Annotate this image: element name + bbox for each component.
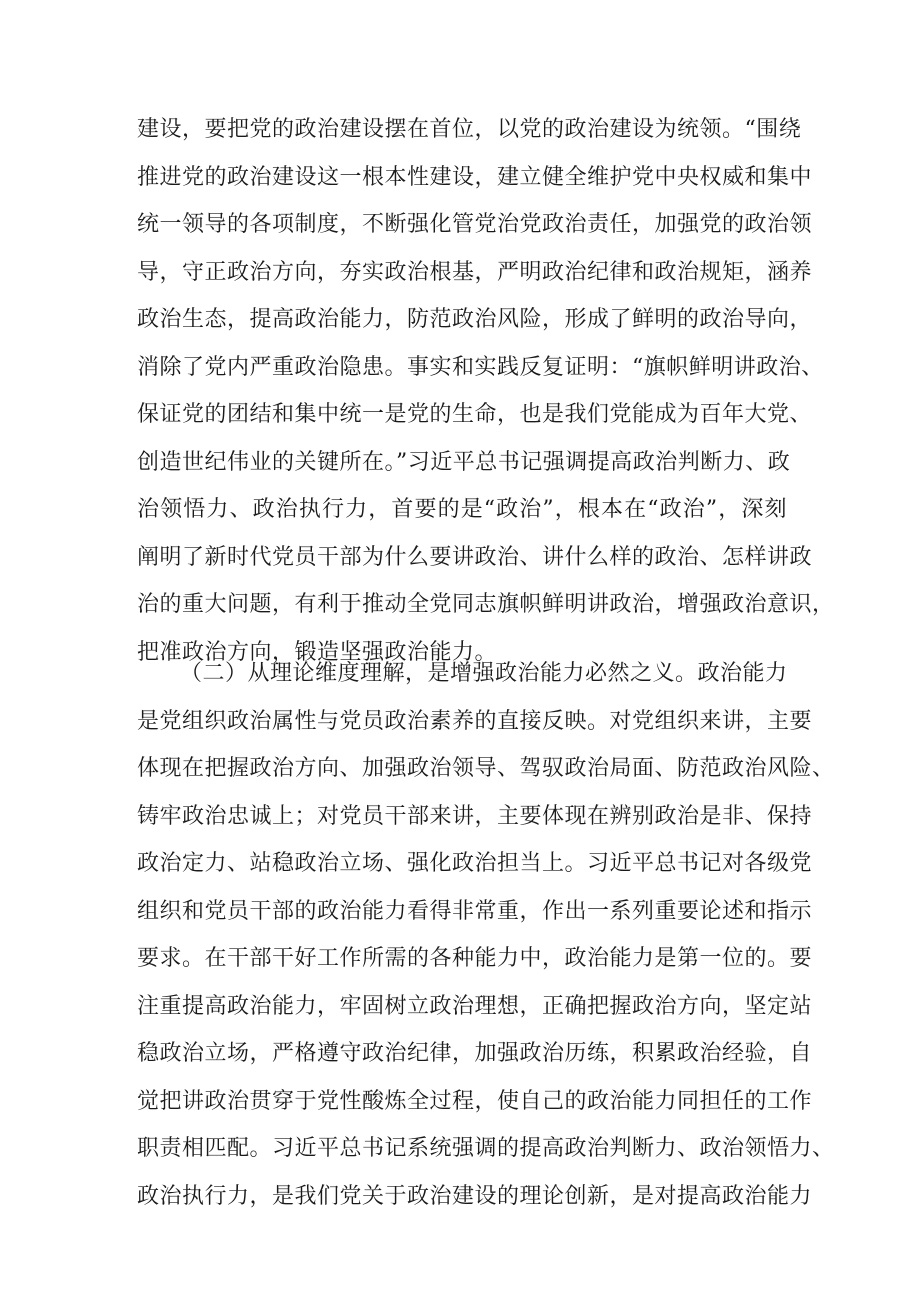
paragraph-line: 阐明了新时代党员干部为什么要讲政治、讲什么样的政治、怎样讲政: [137, 544, 813, 570]
paragraph-line: 体现在把握政治方向、加强政治领导、驾驭政治局面、防范政治风险、: [137, 756, 835, 781]
paragraph-line: 推进党的政治建设这一根本性建设，建立健全维护党中央权威和集中: [137, 164, 813, 190]
paragraph-line: 政治执行力，是我们党关于政治建设的理论创新，是对提高政治能力: [137, 1183, 813, 1209]
paragraph-line: 觉把讲政治贯穿于党性酸炼全过程，使自己的政治能力同担任的工作: [137, 1088, 813, 1114]
paragraph-line: 铸牢政治忠诚上；对党员干部来讲，主要体现在辨别政治是非、保持: [137, 803, 813, 829]
paragraph-line: 把准政治方向，锻造坚强政治能力。: [137, 639, 498, 665]
paragraph-line: 保证党的团结和集中统一是党的生命，也是我们党能成为百年大党、: [137, 402, 813, 427]
paragraph-2: [137, 650, 835, 1220]
section-heading-line: （二）从理论维度理解，是增强政治能力必然之义。政治能力: [180, 661, 788, 686]
paragraph-line: 是党组织政治属性与党员政治素养的直接反映。对党组织来讲，主要: [137, 708, 813, 734]
paragraph-line: 治的重大问题，有利于推动全党同志旗帜鲜明讲政治，增强政治意识，: [137, 592, 835, 617]
paragraph-line: 政治生态，提高政治能力，防范政治风险，形成了鲜明的政治导向，: [137, 307, 813, 332]
paragraph-line: 要求。在干部干好工作所需的各种能力中，政治能力是第一位的。要: [137, 946, 813, 971]
paragraph-line: 导，守正政治方向，夯实政治根基，严明政治纪律和政治规矩，涵养: [137, 259, 813, 285]
paragraph-line: 消除了党内严重政治隐患。事实和实践反复证明：“旗帜鲜明讲政治、: [137, 354, 824, 380]
paragraph-line: 注重提高政治能力，牢固树立政治理想，正确把握政治方向，坚定站: [137, 993, 813, 1019]
paragraph-line: 治领悟力、政治执行力，首要的是“政治”，根本在“政治”，深刻: [137, 497, 787, 522]
paragraph-line: 组织和党员干部的政治能力看得非常重，作出一系列重要论述和指示: [137, 898, 813, 924]
paragraph-line: 建设，要把党的政治建设摆在首位，以党的政治建设为统领。“围绕: [137, 117, 802, 142]
paragraph-line: 职责相匹配。习近平总书记系统强调的提高政治判断力、政治领悟力、: [137, 1136, 835, 1161]
paragraph-line: 创造世纪伟业的关键所在。”习近平总书记强调提高政治判断力、政: [137, 449, 791, 475]
paragraph-line: 统一领导的各项制度，不断强化管党治党政治责任，加强党的政治领: [137, 212, 813, 237]
paragraph-1: [137, 106, 835, 676]
paragraph-line: 稳政治立场，严格遵守政治纪律，加强政治历练，积累政治经验，自: [137, 1041, 813, 1066]
paragraph-line: 政治定力、站稳政治立场、强化政治担当上。习近平总书记对各级党: [137, 851, 813, 876]
